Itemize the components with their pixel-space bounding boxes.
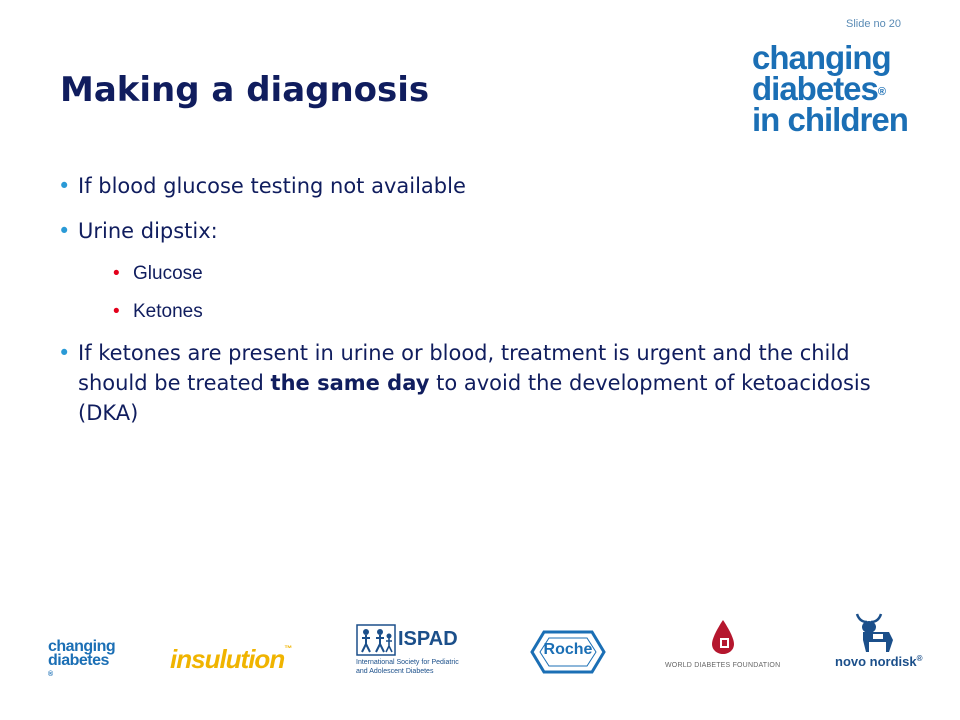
wdf-drop-icon <box>709 618 737 656</box>
slide-title: Making a diagnosis <box>60 70 430 110</box>
footer-changing-diabetes-logo <box>48 640 115 682</box>
logo-line-in-children: in children <box>752 101 908 138</box>
insulution-word: insulution <box>170 644 285 674</box>
novo-nordisk-word <box>835 654 923 669</box>
novo-nordisk-logo <box>835 610 925 674</box>
roche-logo <box>530 630 606 678</box>
bullet-ketones-urgent <box>58 338 888 428</box>
logo-diabetes-word: diabetes <box>752 70 878 107</box>
footer-diabetes-line <box>48 654 115 682</box>
bullet-ketones-emphasis: the same day <box>270 371 430 395</box>
slide-content <box>58 172 888 445</box>
bullet-blood-glucose: • If blood glucose testing not available <box>58 172 888 200</box>
ispad-logo <box>356 624 476 680</box>
roche-word: Roche <box>543 641 593 658</box>
logo-line-changing: changing <box>752 39 891 76</box>
novo-nordisk-name: novo nordisk <box>835 654 917 669</box>
insulution-tm-mark: ™ <box>284 644 292 653</box>
bullet-ketones-text-2: to avoid the development of ketoacidosis (DKA) <box>78 371 871 425</box>
registered-mark: ® <box>877 86 886 98</box>
bullet-ketones-text-1: If ketones are present in urine or blood, treatment is urgent and the child should be treated <box>78 341 850 395</box>
sub-bullet-glucose: • Glucose <box>113 262 888 286</box>
ispad-subtitle <box>356 658 486 676</box>
footer-logos <box>0 610 960 710</box>
sub-bullet-ketones: • Ketones <box>113 300 888 324</box>
bullet-urine-dipstix: • Urine dipstix: <box>58 217 888 245</box>
ispad-figures-icon <box>356 624 396 656</box>
wdf-word: WORLD DIABETES FOUNDATION <box>665 662 781 669</box>
insulution-logo <box>170 644 291 675</box>
ispad-subtitle-line-2: and Adolescent Diabetes <box>356 668 434 675</box>
ispad-subtitle-line-1: International Society for Pediatric <box>356 659 459 666</box>
ispad-name: ISPAD <box>398 628 458 650</box>
novo-registered-mark: ® <box>916 654 923 663</box>
changing-diabetes-in-children-logo <box>752 39 908 138</box>
slide-number: Slide no 20 <box>846 18 902 30</box>
logo-line-diabetes <box>752 70 908 107</box>
footer-diabetes-word: diabetes <box>48 652 109 669</box>
world-diabetes-foundation-logo <box>665 618 785 678</box>
footer-changing-word: changing <box>48 638 116 655</box>
footer-registered-mark: ® <box>48 671 53 678</box>
apis-bull-icon <box>849 610 899 654</box>
